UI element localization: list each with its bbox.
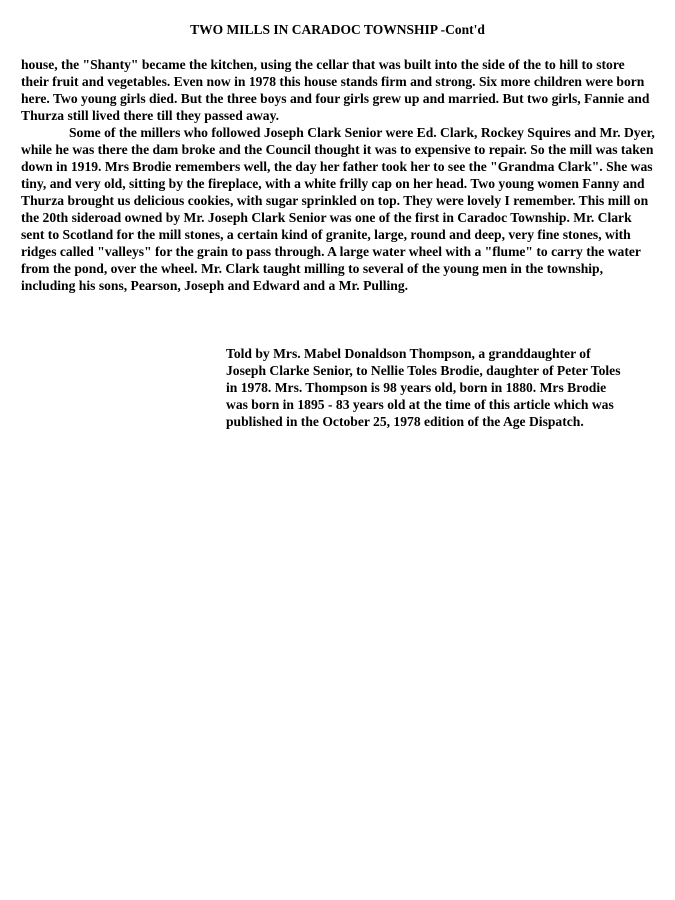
source-credit: Told by Mrs. Mabel Donaldson Thompson, a granddaughter of Joseph Clarke Senior, to Nellie Toles Brodie, daughter of Peter Toles in 1978. Mrs. Thompson is 98 years old, born in 1880. Mrs Brodie was born in 1895 - 83 years old at the time of this article which was published in the October 25, 1978 edition of the Age Dispatch. [226,346,621,429]
page-title: TWO MILLS IN CARADOC TOWNSHIP -Cont'd [190,22,485,37]
article-paragraph: house, the "Shanty" became the kitchen, using the cellar that was built into the side of the to hill to store their fruit and vegetables. Even now in 1978 this house stands firm and strong. Six more children were born here. Two young girls died. But the three boys and four girls grew up and married. But two girls, Fannie and Thurza still lived there till they passed away. [21,57,650,123]
article-paragraph: Some of the millers who followed Joseph Clark Senior were Ed. Clark, Rockey Squires and Mr. Dyer, while he was there the dam broke and the Council thought it was to expensive to repair. So the mill was taken down in 1919. Mrs Brodie remembers well, the day her father took her to see the "Grandma Clark". She was tiny, and very old, sitting by the fireplace, with a white frilly cap on her head. Two young women Fanny and Thurza brought us delicious cookies, with sugar sprinkled on top. They were lovely I remember. This mill on the 20th sideroad owned by Mr. Joseph Clark Senior was one of the first in Caradoc Township. Mr. Clark sent to Scotland for the mill stones, a certain kind of granite, large, round and deep, very fine stones, with ridges called "valleys" for the grain to pass through. A large water wheel with a "flume" to carry the water from the pond, over the wheel. Mr. Clark taught milling to several of the young men in the township, including his sons, Pearson, Joseph and Edward and a Mr. Pulling. [21,125,655,293]
article-body [21,56,655,294]
